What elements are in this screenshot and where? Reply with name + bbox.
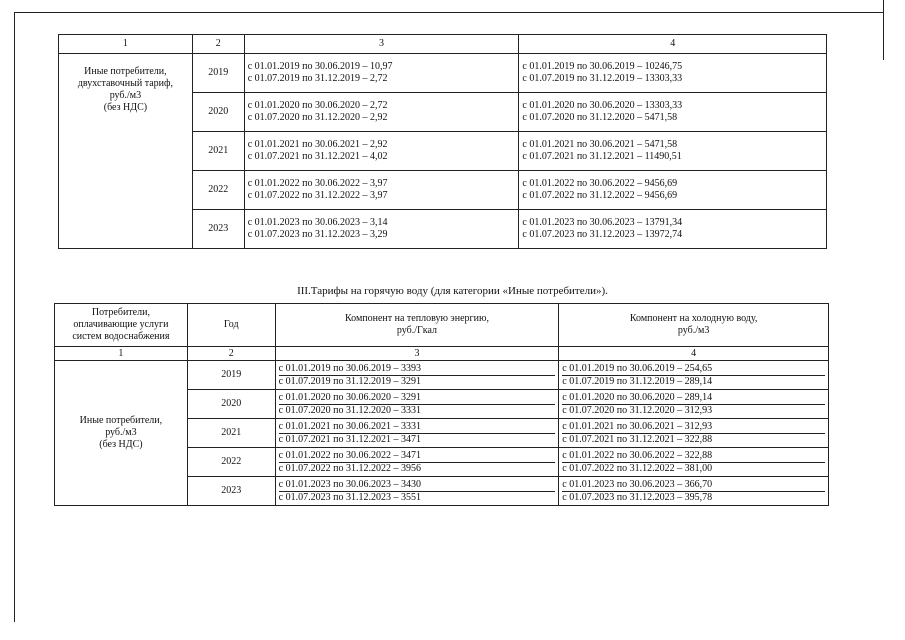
period-cell <box>519 210 827 249</box>
period-cell <box>559 390 829 419</box>
period-line: с 01.07.2021 по 31.12.2021 – 3471 <box>278 433 421 445</box>
period-cell <box>519 93 827 132</box>
period-line: с 01.01.2020 по 30.06.2020 – 13303,33 <box>522 100 683 111</box>
consumers-header <box>55 304 188 347</box>
period-cell <box>275 390 559 419</box>
period-line: с 01.07.2020 по 31.12.2020 – 2,92 <box>247 112 388 123</box>
period-line: с 01.01.2022 по 30.06.2022 – 9456,69 <box>522 178 678 189</box>
year-cell: 2019 <box>192 54 244 93</box>
thermal-component-header <box>275 304 559 347</box>
table-header-row <box>59 35 827 54</box>
category-line: двухставочный тариф, <box>77 78 173 89</box>
column-number-row <box>55 347 829 361</box>
page-border-top <box>14 12 884 13</box>
period-line: с 01.01.2020 по 30.06.2020 – 289,14 <box>562 392 825 405</box>
period-cell <box>244 54 519 93</box>
year-cell: 2022 <box>192 171 244 210</box>
period-cell <box>244 132 519 171</box>
period-line: с 01.07.2019 по 31.12.2019 – 289,14 <box>562 375 713 387</box>
period-line: с 01.07.2023 по 31.12.2023 – 3551 <box>278 491 421 503</box>
period-line: с 01.01.2022 по 30.06.2022 – 3471 <box>279 450 556 463</box>
category-line: Иные потребители, <box>79 415 163 426</box>
year-cell: 2023 <box>192 210 244 249</box>
period-line: с 01.01.2019 по 30.06.2019 – 254,65 <box>562 363 825 376</box>
period-line: с 01.01.2021 по 30.06.2021 – 3331 <box>279 421 556 434</box>
period-cell <box>244 93 519 132</box>
period-line: с 01.07.2022 по 31.12.2022 – 9456,69 <box>522 190 678 201</box>
column-number: 1 <box>55 347 188 361</box>
header-line: Компонент на тепловую энергию, <box>344 313 489 324</box>
category-line: (без НДС) <box>99 439 143 450</box>
period-cell <box>559 477 829 506</box>
period-cell <box>244 210 519 249</box>
category-line: Иные потребители, <box>84 66 167 77</box>
period-line: с 01.01.2023 по 30.06.2023 – 3,14 <box>247 217 388 228</box>
year-cell: 2020 <box>187 390 275 419</box>
header-line: Компонент на холодную воду, <box>629 313 758 324</box>
period-line: с 01.01.2019 по 30.06.2019 – 10246,75 <box>522 61 683 72</box>
year-cell: 2020 <box>192 93 244 132</box>
table-row <box>59 54 827 93</box>
period-cell <box>519 132 827 171</box>
period-line: с 01.01.2019 по 30.06.2019 – 3393 <box>279 363 556 376</box>
period-line: с 01.07.2020 по 31.12.2020 – 5471,58 <box>522 112 678 123</box>
column-number: 4 <box>559 347 829 361</box>
period-line: с 01.01.2020 по 30.06.2020 – 3291 <box>279 392 556 405</box>
column-number: 1 <box>59 35 193 54</box>
period-cell <box>275 448 559 477</box>
table-header-row <box>55 304 829 347</box>
period-line: с 01.01.2023 по 30.06.2023 – 366,70 <box>562 479 825 492</box>
period-line: с 01.07.2019 по 31.12.2019 – 13303,33 <box>522 73 683 84</box>
year-cell: 2023 <box>187 477 275 506</box>
period-line: с 01.01.2023 по 30.06.2023 – 3430 <box>279 479 556 492</box>
page-border-left <box>14 12 15 622</box>
period-line: с 01.07.2023 по 31.12.2023 – 13972,74 <box>522 229 683 240</box>
period-cell <box>559 361 829 390</box>
column-number: 2 <box>192 35 244 54</box>
period-cell <box>275 419 559 448</box>
period-line: с 01.07.2020 по 31.12.2020 – 312,93 <box>562 404 713 416</box>
year-cell: 2021 <box>192 132 244 171</box>
period-line: с 01.07.2022 по 31.12.2022 – 3956 <box>278 462 421 474</box>
category-line: руб./м3 <box>105 427 137 438</box>
column-number: 3 <box>275 347 559 361</box>
consumer-category <box>59 54 193 249</box>
page-border-right <box>883 0 884 60</box>
category-line: (без НДС) <box>103 102 148 113</box>
year-cell: 2021 <box>187 419 275 448</box>
header-line: оплачивающие услуги <box>73 319 169 330</box>
two-part-tariff-table <box>58 34 827 249</box>
period-line: с 01.07.2021 по 31.12.2021 – 322,88 <box>562 433 713 445</box>
category-line: руб./м3 <box>109 90 142 101</box>
period-cell <box>275 477 559 506</box>
year-cell: 2022 <box>187 448 275 477</box>
period-line: с 01.01.2020 по 30.06.2020 – 2,72 <box>247 100 388 111</box>
period-cell <box>519 54 827 93</box>
header-line: Потребители, <box>91 307 150 318</box>
header-line: руб./Гкал <box>396 325 438 336</box>
period-line: с 01.07.2021 по 31.12.2021 – 11490,51 <box>522 151 682 162</box>
year-header: Год <box>187 304 275 347</box>
column-number: 4 <box>519 35 827 54</box>
column-number: 3 <box>244 35 519 54</box>
period-line: с 01.01.2021 по 30.06.2021 – 2,92 <box>247 139 388 150</box>
period-line: с 01.07.2023 по 31.12.2023 – 395,78 <box>562 491 713 503</box>
period-line: с 01.07.2022 по 31.12.2022 – 381,00 <box>562 462 713 474</box>
header-line: систем водоснабжения <box>72 331 170 342</box>
section-title: III.Тарифы на горячую воду (для категории «Иные потребители»). <box>297 285 608 297</box>
consumer-category <box>55 361 188 506</box>
header-line: руб./м3 <box>677 325 710 336</box>
period-line: с 01.07.2019 по 31.12.2019 – 3291 <box>278 375 421 387</box>
period-line: с 01.01.2022 по 30.06.2022 – 3,97 <box>247 178 388 189</box>
hot-water-tariff-table <box>54 303 829 506</box>
period-line: с 01.07.2023 по 31.12.2023 – 3,29 <box>247 229 388 240</box>
table-row <box>55 361 829 390</box>
period-line: с 01.01.2023 по 30.06.2023 – 13791,34 <box>522 217 683 228</box>
period-line: с 01.01.2021 по 30.06.2021 – 312,93 <box>562 421 825 434</box>
year-cell: 2019 <box>187 361 275 390</box>
period-cell <box>559 448 829 477</box>
period-cell <box>275 361 559 390</box>
period-line: с 01.01.2019 по 30.06.2019 – 10,97 <box>247 61 393 72</box>
period-line: с 01.07.2019 по 31.12.2019 – 2,72 <box>247 73 388 84</box>
period-line: с 01.07.2020 по 31.12.2020 – 3331 <box>278 404 421 416</box>
period-line: с 01.07.2021 по 31.12.2021 – 4,02 <box>247 151 388 162</box>
period-cell <box>519 171 827 210</box>
column-number: 2 <box>187 347 275 361</box>
period-line: с 01.01.2021 по 30.06.2021 – 5471,58 <box>522 139 678 150</box>
cold-water-component-header <box>559 304 829 347</box>
period-line: с 01.07.2022 по 31.12.2022 – 3,97 <box>247 190 388 201</box>
period-cell <box>244 171 519 210</box>
period-line: с 01.01.2022 по 30.06.2022 – 322,88 <box>562 450 825 463</box>
period-cell <box>559 419 829 448</box>
